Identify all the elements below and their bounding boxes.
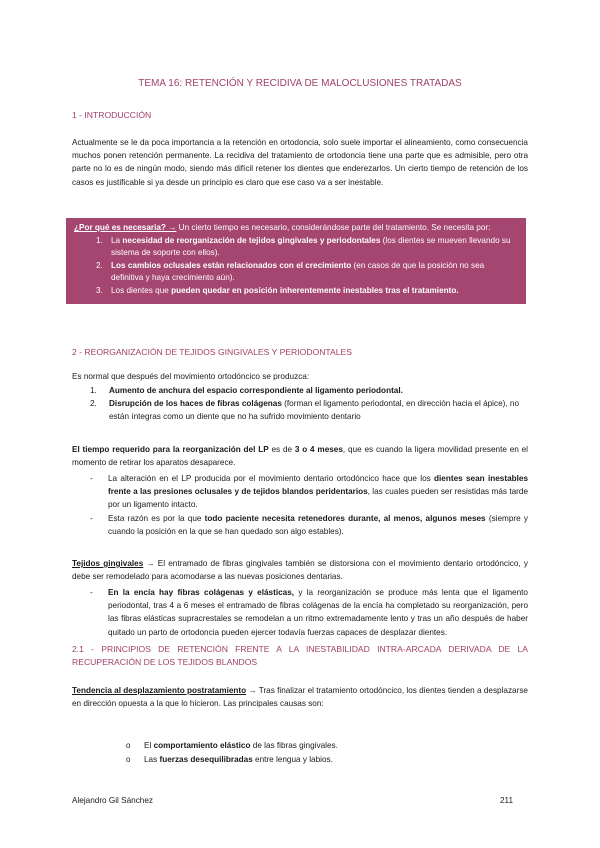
item-text: (en casos de que la posición no sea definitiva y haya crecimiento aún). [111, 260, 485, 283]
tiempo-dash-list [72, 472, 528, 538]
dash-bold: dientes sean inestables frente a las presiones oclusales y de tejidos blandos peridentarios [108, 474, 529, 497]
cause-text: de las fibras gingivales. [250, 741, 338, 750]
tendencia-paragraph [72, 684, 528, 710]
cause-text: Las [144, 755, 160, 764]
box-list-item [74, 235, 518, 260]
dash-item: - Esta razón es por la que todo paciente necesita retenedores durante, al menos, algunos meses (siempre y cuando la posición en la que se han quedado son algo estables). [90, 513, 528, 536]
item-text: (forman el ligamento periodontal, en dirección hacia el ápice), no están íntegras como un diente que no ha sufrido movimiento dentario [109, 399, 520, 421]
tejidos-paragraph [72, 557, 528, 583]
section-2-heading: 2 - REORGANIZACIÓN DE TEJIDOS GINGIVALES Y PERIODONTALES [72, 347, 352, 357]
dash-text: , las cuales pueden ser resistidas más tarde por un ligamento intacto. [108, 487, 528, 510]
dash-text: (siempre y cuando la posición en la que se han quedado son algo estables). [108, 513, 528, 536]
intro-paragraph: Actualmente se le da poca importancia a la retención en ortodoncia, solo suele importar el alineamiento, como consecuencia muchos ponen retención permanente. La recidiva del tratamiento de ortodoncia tiene una parte que es admisible, pero otra parte no lo es de ningún modo, siendo más difícil retener los dientes que enderezarlos. Un cierto tiempo de retención de los casos es justificable si ya desde un principio es claro que ese caso va a ser inestable. [72, 138, 528, 187]
item-number: 2. [96, 260, 103, 270]
tendencia-label: Tendencia al desplazamiento postratamiento [72, 686, 247, 695]
item-bold: Los cambios oclusales están relacionados con el crecimiento [111, 260, 352, 270]
section-2-1-heading: 2.1 - PRINCIPIOS DE RETENCIÓN FRENTE A LA INESTABILIDAD INTRA-ARCADA DERIVADA DE LA RECUPERACIÓN DE LOS TEJIDOS BLANDOS [72, 644, 528, 667]
dash-item: - La alteración en el LP producida por el movimiento dentario ortodóncico hace que los dientes sean inestables frente a las presiones oclusales y de tejidos blandos peridentarios, las cuales pueden ser resistidas más tarde por un ligamento intacto. [90, 474, 529, 510]
cause-text: El [144, 741, 154, 750]
section-2-list [72, 384, 528, 423]
dash-text: Esta razón es por la que [108, 513, 205, 523]
causes-list [72, 739, 528, 767]
tiempo-bold: El tiempo requerido para la reorganización del LP [72, 445, 269, 454]
item-bold: Disrupción de los haces de fibras colágenas [109, 399, 282, 408]
box-question: ¿Por qué es necesaria? → [74, 223, 177, 232]
dash-bold: En la encía hay fibras colágenas y elásticas, [108, 588, 295, 597]
tiempo-value: 3 o 4 meses [294, 445, 343, 454]
tendencia-text: → Tras finalizar el tratamiento ortodóncico, los dientes tienden a desplazarse en dirección opuesta a la que lo hicieron. Las principales causas son: [72, 686, 528, 709]
cause-item [72, 753, 528, 767]
cause-text: entre lengua y labios. [252, 755, 333, 764]
bullet: o [126, 741, 131, 750]
tiempo-text: es de [268, 445, 295, 454]
section-2-intro: Es normal que después del movimiento ortodóncico se produzca: [72, 372, 310, 381]
footer-author: Alejandro Gil Sánchez [72, 796, 154, 805]
box-list-item [74, 285, 518, 298]
cause-bold: fuerzas desequilibradas [159, 755, 253, 764]
cause-item [72, 739, 528, 753]
box-intro-text: Un cierto tiempo es necesario, considerándose parte del tratamiento. Se necesita por: [176, 223, 491, 232]
dash-text: y la reorganización se produce más lenta que el ligamento periodontal, tras 4 a 6 meses el entramado de fibras colágenas de la encía ha completado su reorganización, pero las fibras elásticas supracrestales se remodelan a un ritmo extremadamente lento y tras un año después de haber quitado un parto de ortodoncia pueden ejercer todavía fuerzas capaces de desplazar dientes. [108, 588, 528, 637]
bullet: o [126, 755, 131, 764]
item-number: 1. [96, 235, 103, 245]
dash-text: La alteración en el LP producida por el movimiento dentario ortodóncico hace que los [108, 474, 435, 483]
item-bold: necesidad de reorganización de tejidos gingivales y periodontales [122, 235, 381, 245]
item-text: Los dientes que [111, 285, 172, 295]
tiempo-text: , que es cuando la ligera movilidad presente en el momento de retirar los aparatos desaparece. [72, 445, 528, 468]
tejidos-text: → El entramado de fibras gingivales también se distorsiona con el movimiento dentario ortodóncico, y debe ser remodelado para acomodarse a las nuevas posiciones dentarias. [72, 559, 528, 582]
page-title: TEMA 16: RETENCIÓN Y RECIDIVA DE MALOCLUSIONES TRATADAS [138, 78, 462, 89]
item-bold: Aumento de anchura del espacio correspondiente al ligamento periodontal. [109, 386, 403, 395]
box-intro [74, 222, 518, 235]
box-list-item [74, 260, 518, 285]
tiempo-paragraph [72, 443, 528, 469]
dash-item: - En la encía hay fibras colágenas y elásticas, y la reorganización se produce más lenta que el ligamento periodontal, tras 4 a 6 meses el entramado de fibras colágenas de la encía ha completado su reorganización, pero las fibras elásticas supracrestales se remodelan a un ritmo extremadamente lento y tras un año después de haber quitado un parto de ortodoncia pueden ejercer todavía fuerzas capaces de desplazar dientes. [90, 588, 528, 637]
item-number: 3. [96, 285, 103, 295]
item-text: La [111, 235, 123, 245]
item-bold: pueden quedar en posición inherentemente inestables tras el tratamiento. [171, 285, 459, 295]
list-item [72, 384, 528, 397]
box-list [74, 235, 518, 298]
cause-bold: comportamiento elástico [153, 741, 251, 750]
dash-bold: todo paciente necesita retenedores durante, al menos, algunos meses [204, 513, 486, 523]
section-1-heading: 1 - INTRODUCCIÓN [72, 110, 152, 120]
item-number: 2. [90, 399, 97, 408]
tejidos-dash-list [72, 586, 528, 639]
item-text: (los dientes se mueven llevando su sistema de soporte con ellos). [111, 235, 511, 258]
list-item [72, 397, 528, 423]
tejidos-label: Tejidos gingivales [72, 559, 144, 568]
footer-page-number: 211 [500, 796, 514, 805]
why-necessary-box [66, 218, 526, 304]
item-number: 1. [90, 386, 97, 395]
